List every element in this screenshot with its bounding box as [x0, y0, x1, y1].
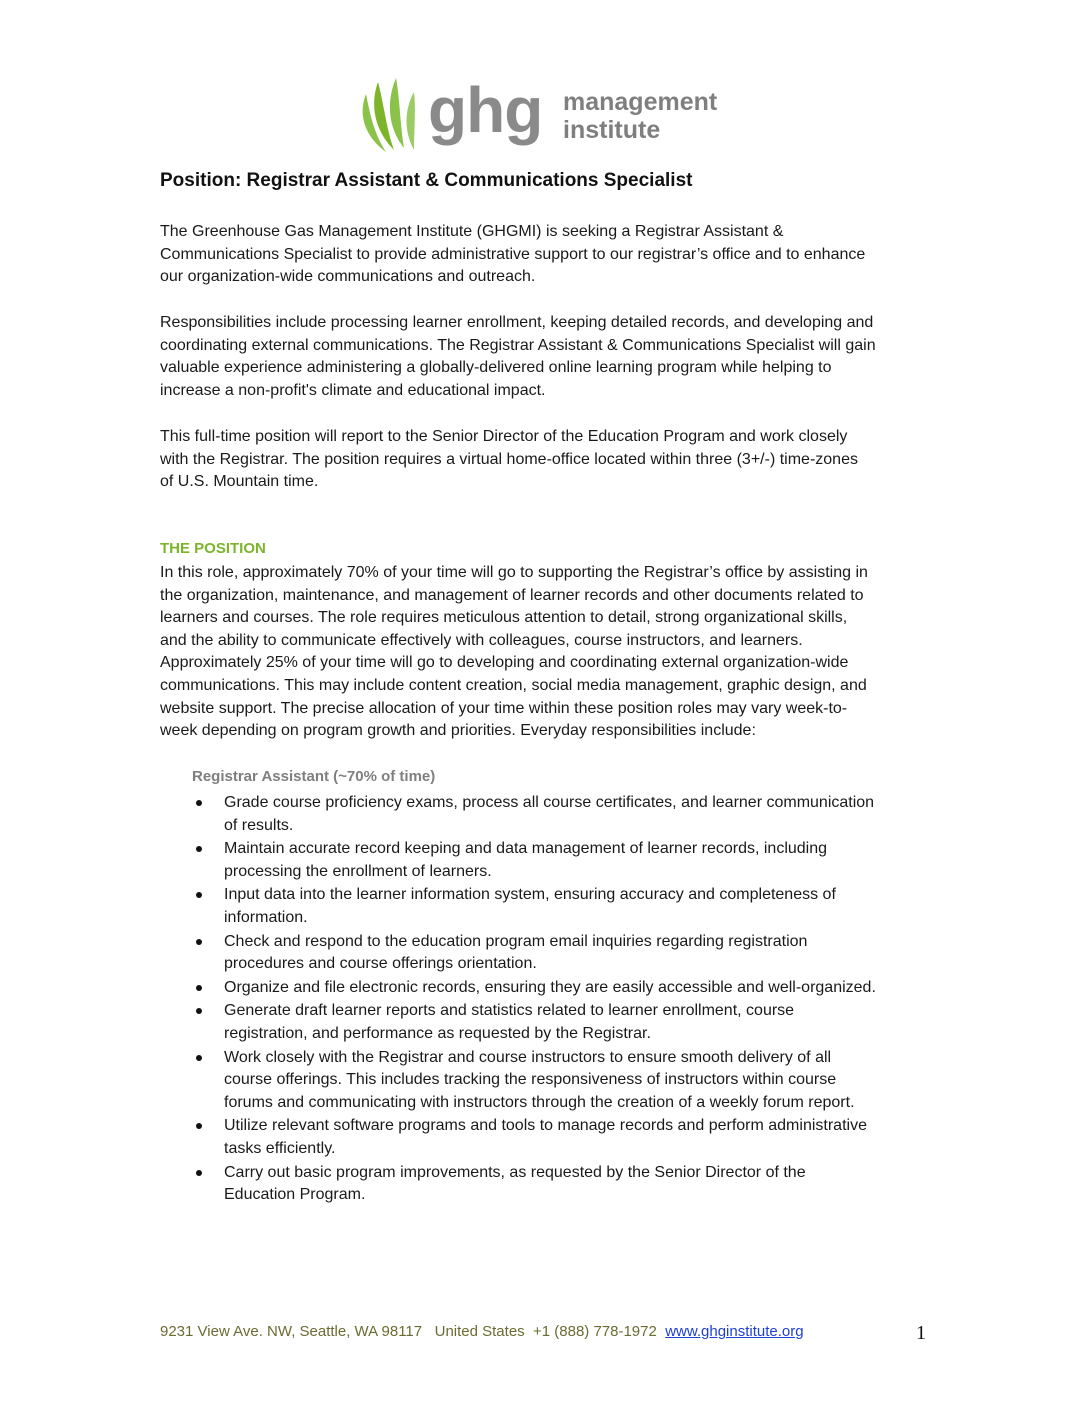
- intro-paragraph-1: [160, 221, 950, 289]
- logo-line-1: management: [563, 88, 718, 116]
- subheading-registrar: Registrar Assistant (~70% of time): [192, 768, 436, 785]
- list-item: [192, 1047, 952, 1115]
- text-line: Education Program.: [224, 1186, 366, 1204]
- text-line: our organization-wide communications and outreach.: [160, 268, 536, 286]
- bullet-icon: [196, 846, 202, 852]
- footer: [160, 1323, 804, 1340]
- text-line: Responsibilities include processing learner enrollment, keeping detailed records, and developing and: [160, 314, 874, 331]
- text-line: learners and courses. The role requires meticulous attention to detail, strong organizational skills,: [160, 609, 848, 627]
- text-line: forums and communicating with instructors through the creation of a weekly forum report.: [224, 1093, 855, 1111]
- list-item: [192, 1000, 952, 1045]
- ghg-logo: [356, 74, 736, 158]
- bullet-icon: [196, 1123, 202, 1129]
- bullet-icon: [196, 1055, 202, 1061]
- text-line: Utilize relevant software programs and tools to manage records and perform administrative: [224, 1117, 867, 1135]
- text-line: The Greenhouse Gas Management Institute (GHGMI) is seeking a Registrar Assistant &: [160, 223, 784, 240]
- text-line: week depending on program growth and priorities. Everyday responsibilities include:: [160, 722, 756, 740]
- list-item: [192, 792, 952, 837]
- text-line: Approximately 25% of your time will go to developing and coordinating external organization-wide: [160, 654, 849, 672]
- intro-paragraph-3: [160, 426, 950, 494]
- text-line: Communications Specialist to provide administrative support to our registrar’s office and to enhance: [160, 245, 866, 263]
- text-line: with the Registrar. The position requires a virtual home-office located within three (3+/-) time-zones: [160, 450, 858, 468]
- text-line: tasks efficiently.: [224, 1139, 336, 1157]
- text-line: increase a non-profit's climate and educational impact.: [160, 381, 546, 399]
- list-item: [192, 1115, 952, 1160]
- text-line: registration, and performance as requested by the Registrar.: [224, 1024, 651, 1042]
- bullet-icon: [196, 800, 202, 806]
- text-line: valuable experience administering a globally-delivered online learning program while helping to: [160, 359, 832, 377]
- responsibilities-list: [192, 792, 952, 1208]
- leaf-logo-icon: [356, 74, 426, 158]
- text-line: Grade course proficiency exams, process all course certificates, and learner communication: [224, 794, 875, 811]
- list-item: [192, 884, 952, 929]
- text-line: processing the enrollment of learners.: [224, 862, 492, 880]
- text-line: communications. This may include content creation, social media management, graphic design, and: [160, 676, 867, 694]
- text-line: coordinating external communications. The Registrar Assistant & Communications Specialist will gain: [160, 336, 876, 354]
- footer-address: 9231 View Ave. NW, Seattle, WA 98117 United States +1 (888) 778-1972: [160, 1323, 666, 1340]
- bullet-icon: [196, 892, 202, 898]
- list-item: [192, 931, 952, 976]
- text-line: and the ability to communicate effectively with colleagues, course instructors, and learners.: [160, 631, 803, 649]
- text-line: information.: [224, 908, 308, 926]
- position-paragraph: [160, 562, 950, 743]
- text-line: Generate draft learner reports and statistics related to learner enrollment, course: [224, 1002, 795, 1020]
- bullet-icon: [196, 1170, 202, 1176]
- logo-wordmark: ghg: [428, 74, 543, 146]
- text-line: Carry out basic program improvements, as requested by the Senior Director of the: [224, 1163, 806, 1181]
- page-number: 1: [916, 1322, 926, 1344]
- text-line: Check and respond to the education program email inquiries regarding registration: [224, 932, 808, 950]
- section-heading-position: THE POSITION: [160, 540, 266, 557]
- text-line: Input data into the learner information system, ensuring accuracy and completeness of: [224, 886, 836, 904]
- logo-line-2: institute: [563, 116, 661, 144]
- text-line: of results.: [224, 816, 294, 834]
- text-line: of U.S. Mountain time.: [160, 473, 319, 491]
- intro-paragraph-2: [160, 312, 950, 402]
- bullet-icon: [196, 1008, 202, 1014]
- bullet-icon: [196, 939, 202, 945]
- text-line: Organize and file electronic records, ensuring they are easily accessible and well-organized.: [224, 978, 876, 996]
- list-item: [192, 838, 952, 883]
- text-line: website support. The precise allocation of your time within these position roles may vary week-to-: [160, 699, 848, 717]
- text-line: In this role, approximately 70% of your time will go to supporting the Registrar’s office by assisting in: [160, 564, 868, 581]
- text-line: procedures and course offerings orientation.: [224, 955, 537, 973]
- list-item: [192, 977, 952, 1000]
- website-link[interactable]: www.ghginstitute.org: [665, 1323, 804, 1340]
- text-line: the organization, maintenance, and management of learner records and other documents related to: [160, 586, 864, 604]
- list-item: [192, 1162, 952, 1207]
- text-line: Work closely with the Registrar and course instructors to ensure smooth delivery of all: [224, 1048, 832, 1066]
- bullet-icon: [196, 985, 202, 991]
- text-line: Maintain accurate record keeping and data management of learner records, including: [224, 840, 828, 858]
- page-title: Position: Registrar Assistant & Communications Specialist: [160, 170, 693, 191]
- text-line: course offerings. This includes tracking the responsiveness of instructors within course: [224, 1071, 837, 1089]
- text-line: This full-time position will report to the Senior Director of the Education Program and work closely: [160, 428, 848, 445]
